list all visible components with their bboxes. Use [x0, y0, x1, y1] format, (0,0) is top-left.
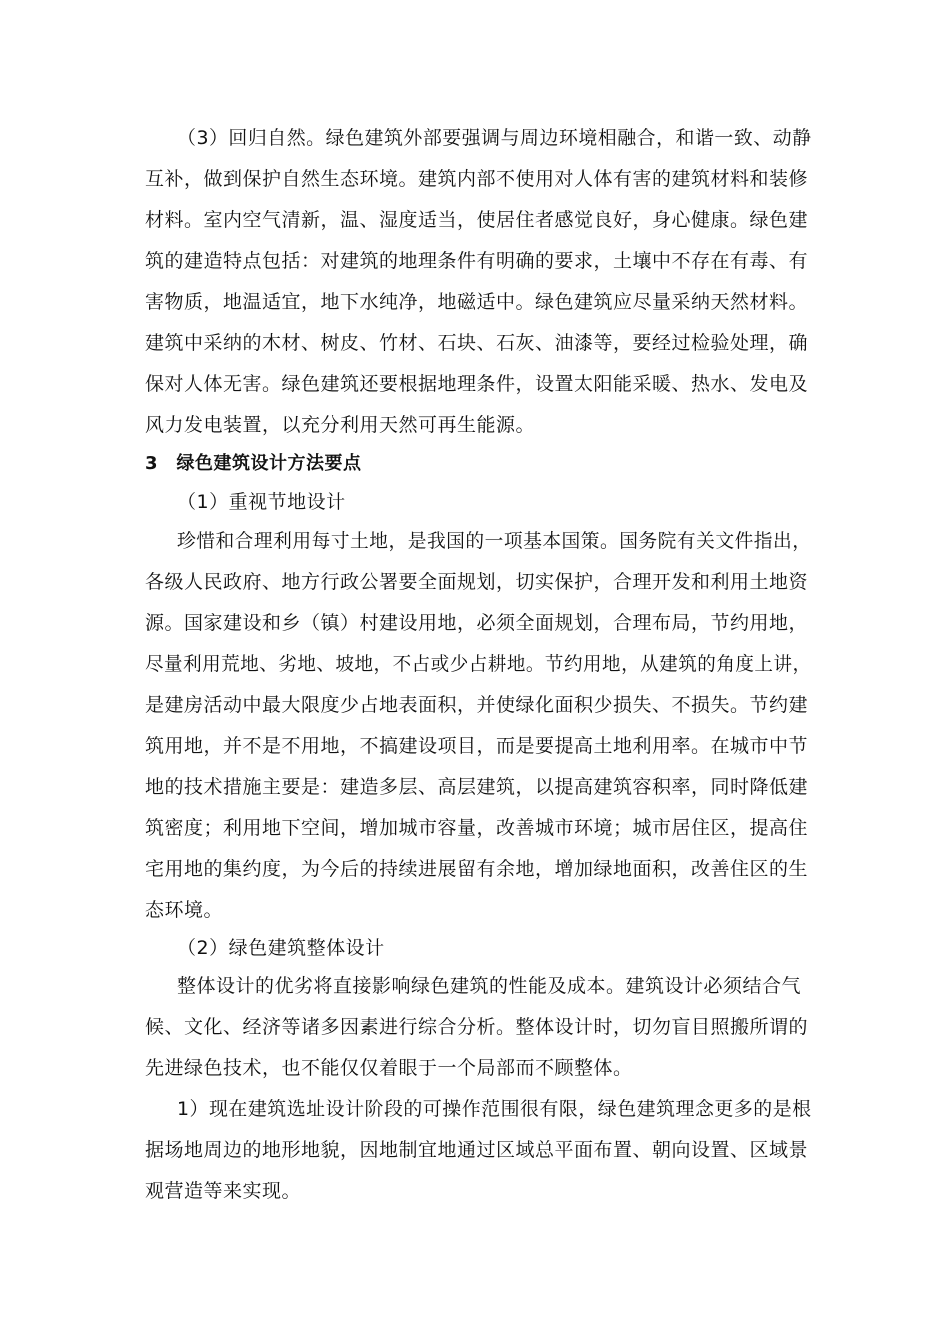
paragraph-line: 材料。室内空气清新，温、湿度适当，使居住者感觉良好，身心健康。绿色建 [145, 209, 809, 231]
paragraph-line: 源。国家建设和乡（镇）村建设用地，必须全面规划，合理布局，节约用地， [145, 612, 809, 634]
paragraph-line: 风力发电装置，以充分利用天然可再生能源。 [145, 414, 536, 436]
paragraph-line: 先进绿色技术，也不能仅仅着眼于一个局部而不顾整体。 [145, 1057, 633, 1079]
paragraph-line: 据场地周边的地形地貌，因地制宜地通过区域总平面布置、朝向设置、区域景 [145, 1139, 809, 1161]
section-heading: 3 绿色建筑设计方法要点 [145, 453, 362, 474]
paragraph-line: 宅用地的集约度，为今后的持续进展留有余地，增加绿地面积，改善住区的生 [145, 858, 809, 880]
paragraph-line: 候、文化、经济等诸多因素进行综合分析。整体设计时，切勿盲目照搬所谓的 [145, 1016, 809, 1038]
subsection-title: （2）绿色建筑整体设计 [177, 937, 385, 959]
paragraph-line: 筑用地，并不是不用地，不搞建设项目，而是要提高土地利用率。在城市中节 [145, 735, 809, 757]
paragraph-line: 害物质，地温适宜，地下水纯净，地磁适中。绿色建筑应尽量采纳天然材料。 [145, 291, 809, 313]
paragraph-line: 各级人民政府、地方行政公署要全面规划，切实保护，合理开发和利用土地资 [145, 571, 809, 593]
paragraph-line: 保对人体无害。绿色建筑还要根据地理条件，设置太阳能采暖、热水、发电及 [145, 373, 809, 395]
paragraph-line: 筑的建造特点包括：对建筑的地理条件有明确的要求，土壤中不存在有毒、有 [145, 250, 809, 272]
subsection-title: （1）重视节地设计 [177, 491, 346, 513]
paragraph-line: 筑密度；利用地下空间，增加城市容量，改善城市环境；城市居住区，提高住 [145, 817, 809, 839]
paragraph-line: 是建房活动中最大限度少占地表面积，并使绿化面积少损失、不损失。节约建 [145, 694, 809, 716]
paragraph-line: 整体设计的优劣将直接影响绿色建筑的性能及成本。建筑设计必须结合气 [177, 975, 802, 997]
paragraph-line: （3）回归自然。绿色建筑外部要强调与周边环境相融合，和谐一致、动静 [177, 127, 812, 149]
paragraph-line: 互补，做到保护自然生态环境。建筑内部不使用对人体有害的建筑材料和装修 [145, 168, 809, 190]
paragraph-line: 1）现在建筑选址设计阶段的可操作范围很有限，绿色建筑理念更多的是根 [177, 1098, 812, 1120]
paragraph-line: 态环境。 [145, 899, 224, 921]
paragraph-line: 建筑中采纳的木材、树皮、竹材、石块、石灰、油漆等，要经过检验处理，确 [145, 332, 809, 354]
paragraph-line: 地的技术措施主要是：建造多层、高层建筑，以提高建筑容积率，同时降低建 [145, 776, 809, 798]
paragraph-line: 珍惜和合理利用每寸土地，是我国的一项基本国策。国务院有关文件指出， [177, 530, 812, 552]
paragraph-line: 尽量利用荒地、劣地、坡地，不占或少占耕地。节约用地，从建筑的角度上讲， [145, 653, 812, 675]
paragraph-line: 观营造等来实现。 [145, 1180, 302, 1202]
